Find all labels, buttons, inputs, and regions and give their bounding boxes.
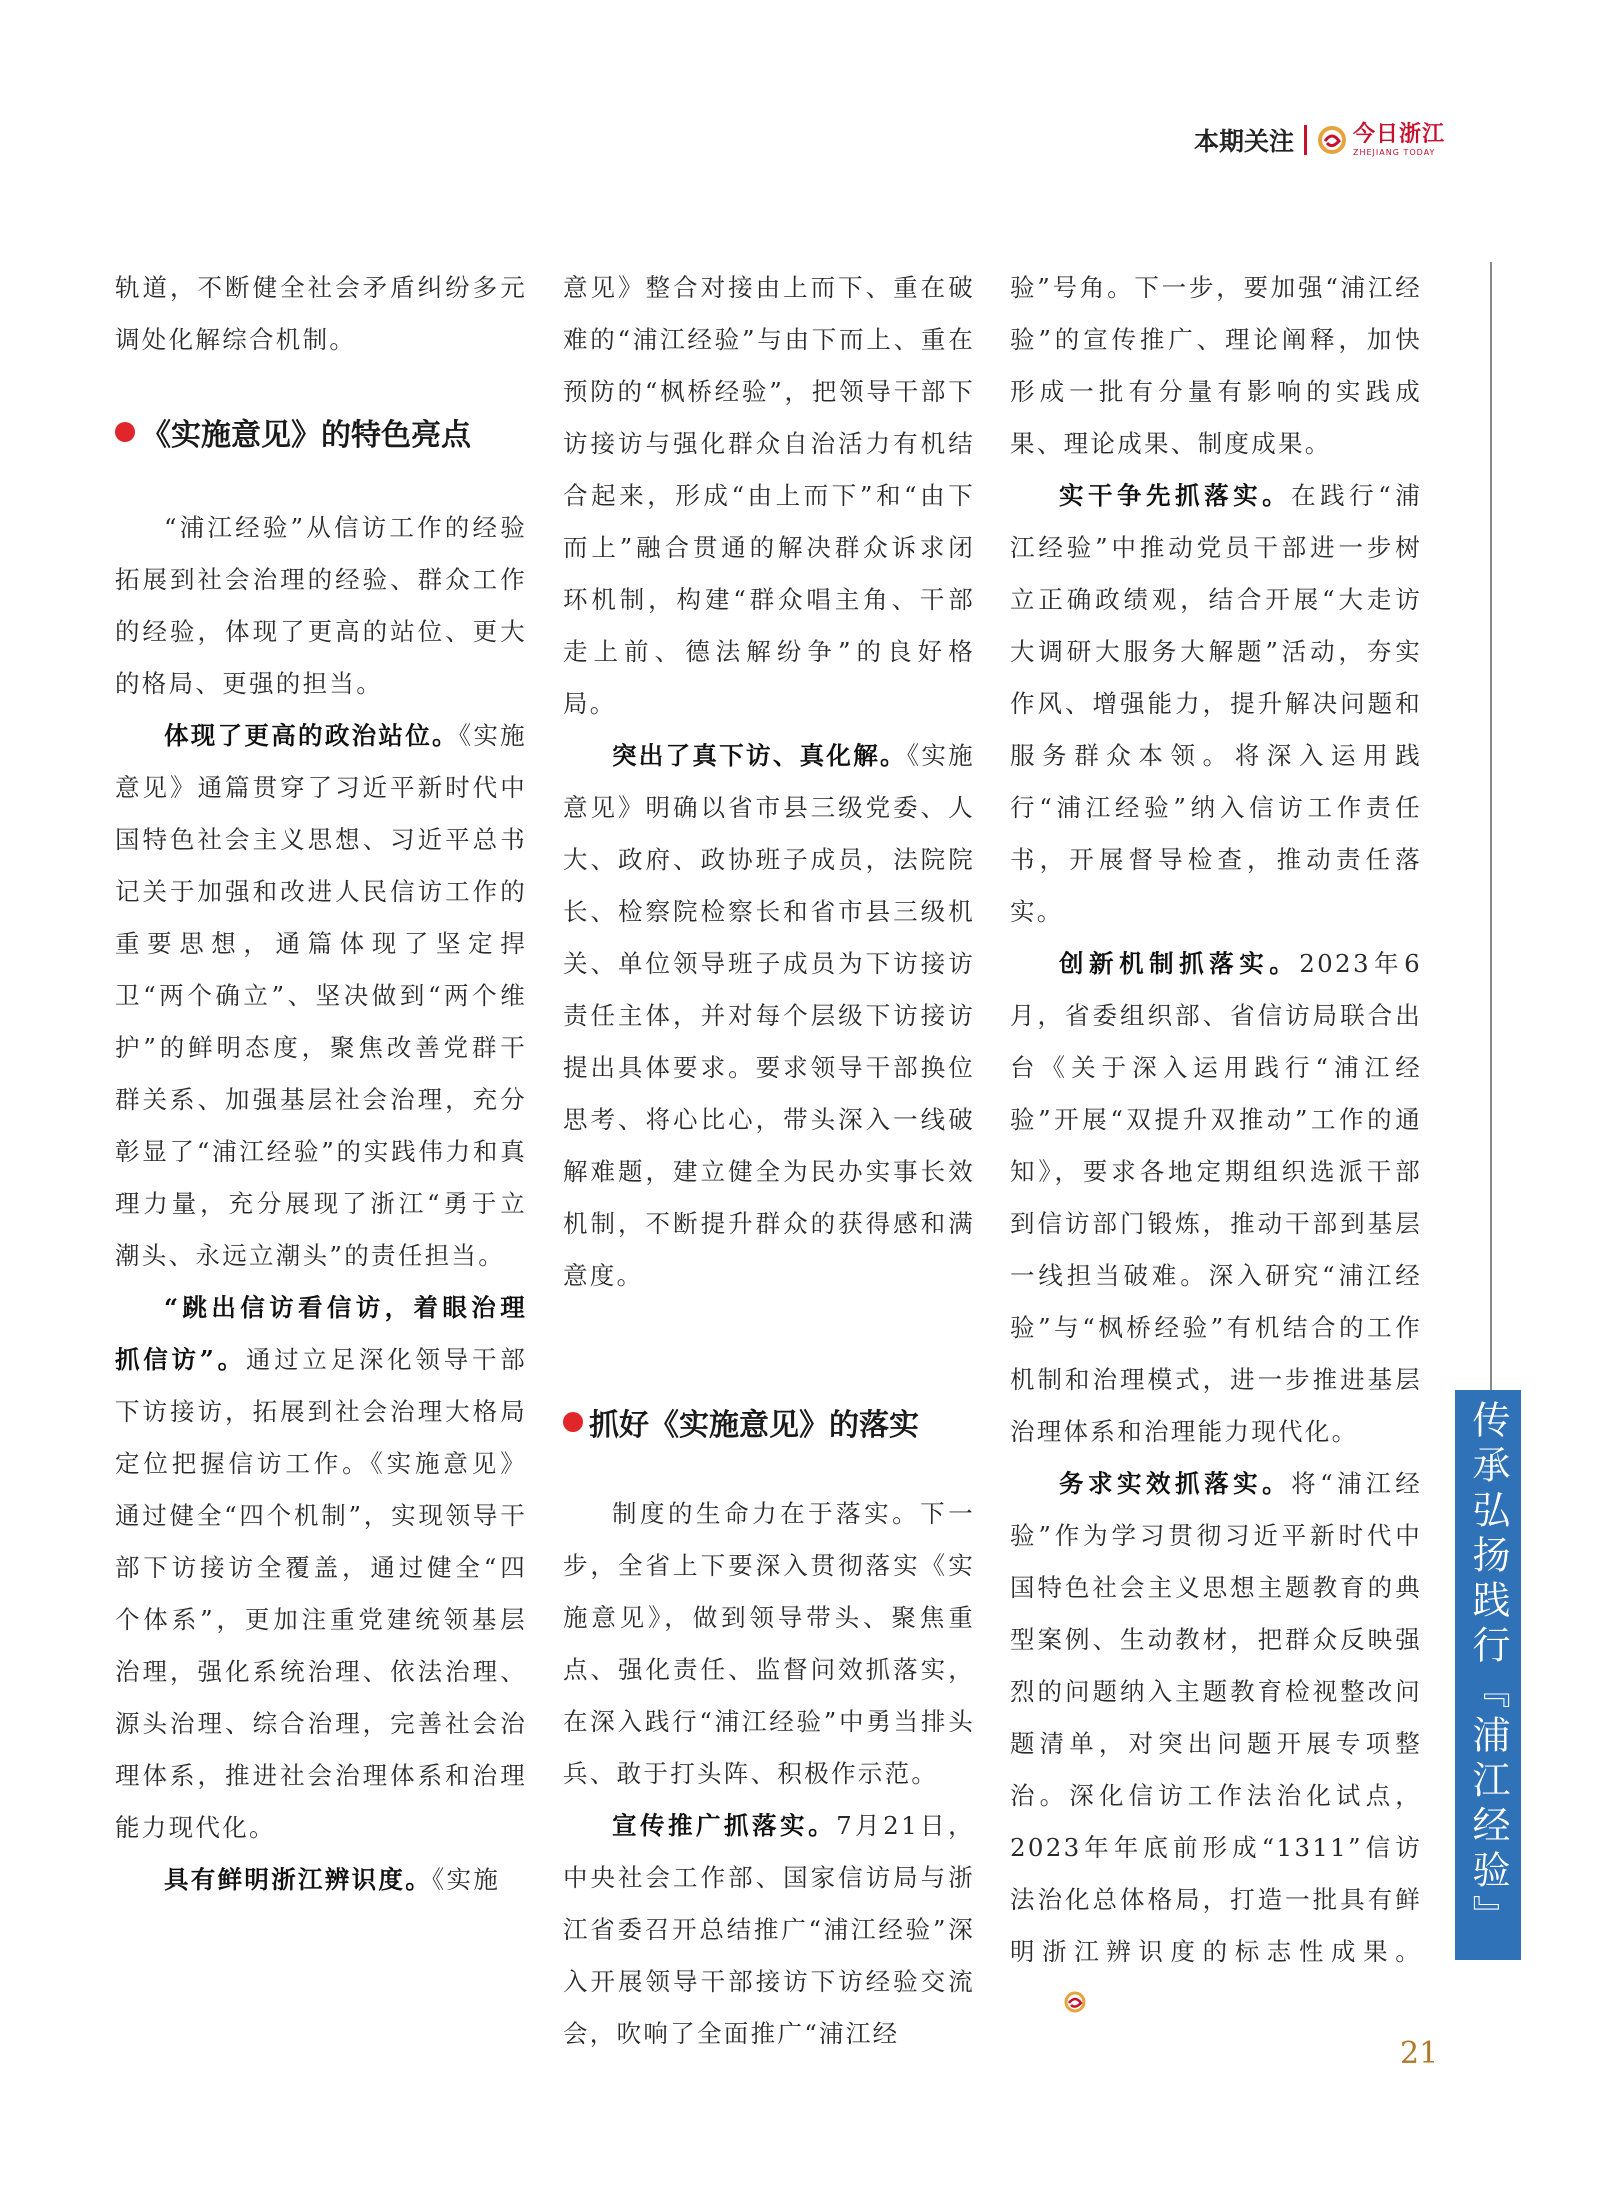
page-number xyxy=(1400,2036,1438,2071)
section-label: 本期关注 xyxy=(1193,127,1294,156)
paragraph xyxy=(1010,938,1422,1458)
paragraph xyxy=(115,1282,527,1854)
section-heading xyxy=(115,392,527,472)
bullet-dot-icon xyxy=(563,1412,583,1432)
paragraph-body: 在践行“浦江经验”中推动党员干部进一步树立正确政绩观，结合开展“大走访大调研大服务大解题”活动，夯实作风、增强能力，提升解决问题和服务群众本领。将深入运用践行“浦江经验”纳入信访工作责任书，开展督导检查，推动责任落实。 xyxy=(1010,481,1422,926)
paragraph xyxy=(563,730,975,1302)
paragraph-keyword: “跳出信访看信访，着眼治理抓信访”。 xyxy=(115,1293,527,1374)
page-header xyxy=(1194,120,1445,160)
header-divider xyxy=(1304,125,1307,155)
section-heading-text: 《实施意见》的特色亮点 xyxy=(141,418,471,453)
paragraph-keyword: 具有鲜明浙江辨识度。 xyxy=(164,1865,432,1894)
paragraph-body: 《实施意见》明确以省市县三级党委、人大、政府、政协班子成员，法院院长、检察院检察长和省市县三级机关、单位领导班子成员为下访接访责任主体，并对每个层级下访接访提出具体要求。要求领导干部换位思考、将心比心，带头深入一线破解难题，建立健全为民办实事长效机制，不断提升群众的获得感和满意度。 xyxy=(563,741,975,1290)
paragraph xyxy=(1010,470,1422,938)
column-divider xyxy=(1490,262,1492,1392)
brand-name: 今日浙江 xyxy=(1352,121,1445,147)
paragraph-body: 《实施 xyxy=(432,1865,501,1894)
paragraph xyxy=(563,1800,975,2060)
side-banner xyxy=(1455,1390,1521,1960)
paragraph-keyword: 宣传推广抓落实。 xyxy=(612,1811,837,1840)
paragraph-keyword: 突出了真下访、真化解。 xyxy=(612,741,907,770)
paragraph xyxy=(115,1854,527,1906)
paragraph-keyword: 务求实效抓落实。 xyxy=(1059,1469,1292,1498)
end-mark-icon xyxy=(1014,1980,1087,2032)
column-1 xyxy=(115,262,527,1906)
paragraph-keyword: 创新机制抓落实。 xyxy=(1059,949,1300,978)
bullet-dot-icon xyxy=(115,422,135,442)
paragraph-body: 将“浦江经验”作为学习贯彻习近平新时代中国特色社会主义思想主题教育的典型案例、生动教材，把群众反映强烈的问题纳入主题教育检视整改问题清单，对突出问题开展专项整治。深化信访工作法治化试点，2023年年底前形成“1311”信访法治化总体格局，打造一批具有鲜明浙江辨识度的标志性成果。 xyxy=(1010,1469,1422,1966)
section-heading xyxy=(563,1382,975,1462)
paragraph: 意见》整合对接由上而下、重在破难的“浦江经验”与由下而上、重在预防的“枫桥经验”，把领导干部下访接访与强化群众自治活力有机结合起来，形成“由上而下”和“由下而上”融合贯通的解决群众诉求闭环机制，构建“群众唱主角、干部走上前、德法解纷争”的良好格局。 xyxy=(563,273,975,718)
paragraph-body: 7月21日，中央社会工作部、国家信访局与浙江省委召开总结推广“浦江经验”深入开展领导干部接访下访经验交流会，吹响了全面推广“浦江经 xyxy=(563,1811,975,2048)
brand-name-en: ZHEJIANG TODAY xyxy=(1352,147,1436,157)
side-banner-text: 传承弘扬践行『浦江经验』 xyxy=(1466,1400,1510,1940)
paragraph xyxy=(115,710,527,1282)
section-heading-text: 抓好《实施意见》的落实 xyxy=(589,1408,919,1443)
paragraph-body: 2023年6月，省委组织部、省信访局联合出台《关于深入运用践行“浦江经验”开展“双提升双推动”工作的通知》，要求各地定期组织选派干部到信访部门锻炼，推动干部到基层一线担当破难。深入研究“浦江经验”与“枫桥经验”有机结合的工作机制和治理模式，进一步推进基层治理体系和治理能力现代化。 xyxy=(1010,949,1422,1446)
paragraph-body: 通过立足深化领导干部下访接访，拓展到社会治理大格局定位把握信访工作。《实施意见》通过健全“四个机制”，实现领导干部下访接访全覆盖，通过健全“四个体系”，更加注重党建统领基层治理，强化系统治理、依法治理、源头治理、综合治理，完善社会治理体系，推进社会治理体系和治理能力现代化。 xyxy=(115,1345,528,1842)
paragraph: 验”号角。下一步，要加强“浦江经验”的宣传推广、理论阐释，加快形成一批有分量有影响的实践成果、理论成果、制度成果。 xyxy=(1010,273,1422,458)
column-2 xyxy=(563,262,975,2060)
brand-logo xyxy=(1317,121,1445,157)
paragraph: “浦江经验”从信访工作的经验拓展到社会治理的经验、群众工作的经验，体现了更高的站位、更大的格局、更强的担当。 xyxy=(115,513,527,698)
page-number-text: 21 xyxy=(1400,2036,1439,2071)
paragraph xyxy=(1010,1458,1422,2032)
paragraph: 制度的生命力在于落实。下一步，全省上下要深入贯彻落实《实施意见》，做到领导带头、聚焦重点、强化责任、监督问效抓落实，在深入践行“浦江经验”中勇当排头兵、敢于打头阵、积极作示范。 xyxy=(563,1499,975,1788)
column-3 xyxy=(1010,262,1422,2032)
swirl-logo-icon xyxy=(1317,125,1347,155)
paragraph-keyword: 体现了更高的政治站位。 xyxy=(164,721,459,750)
paragraph-body: 《实施意见》通篇贯穿了习近平新时代中国特色社会主义思想、习近平总书记关于加强和改进人民信访工作的重要思想，通篇体现了坚定捍卫“两个确立”、坚决做到“两个维护”的鲜明态度，聚焦改善党群干群关系、加强基层社会治理，充分彰显了“浦江经验”的实践伟力和真理力量，充分展现了浙江“勇于立潮头、永远立潮头”的责任担当。 xyxy=(115,721,527,1270)
paragraph: 轨道，不断健全社会矛盾纠纷多元调处化解综合机制。 xyxy=(115,273,527,354)
paragraph-keyword: 实干争先抓落实。 xyxy=(1059,481,1292,510)
